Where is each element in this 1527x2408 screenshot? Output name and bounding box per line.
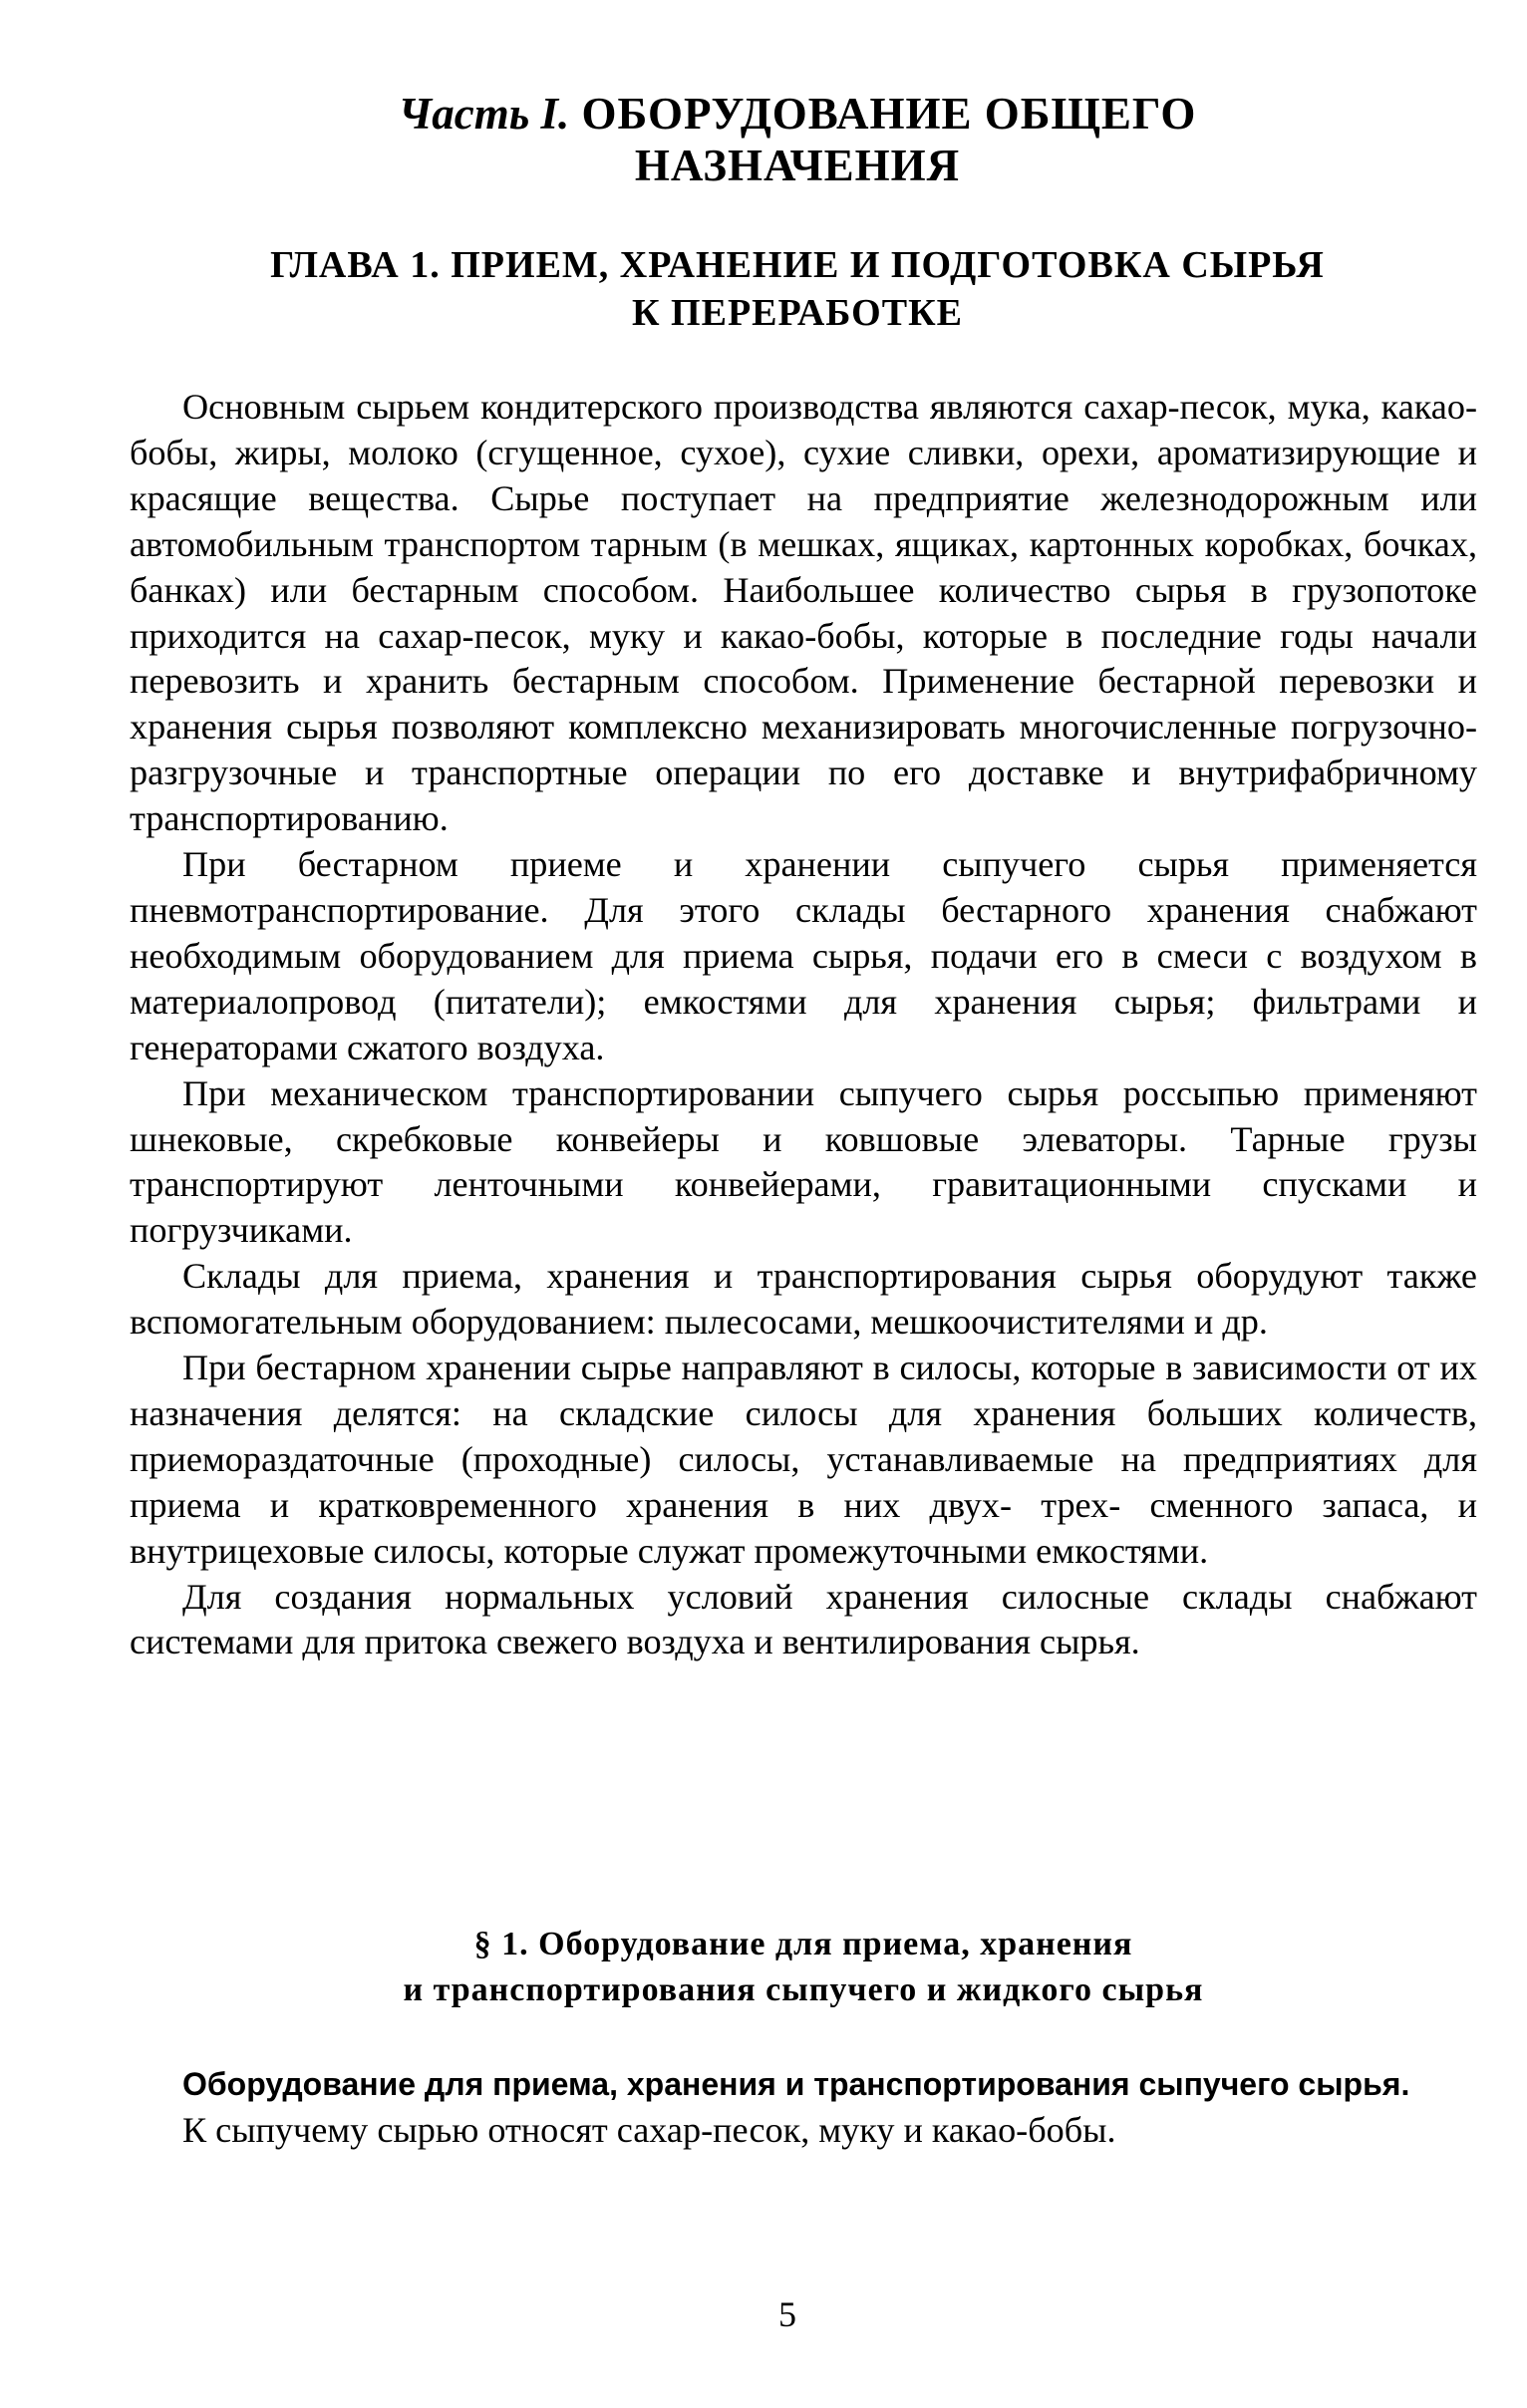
- paragraph-5: При бестарном хранении сырье направляют в силосы, которые в зависимости от их назначения делятся: на складские силосы для хранения больших количеств, приемораздаточные (проходные) силосы, устанавливаемые на предприятиях для приема и кратковременного хранения в них двух- трех- сменного запаса, и внутрицеховые силосы, которые служат промежуточными емкостями.: [130, 1348, 1477, 1571]
- chapter-body: [130, 385, 1477, 1665]
- paragraph-2: При бестарном приеме и хранении сыпучего сырья применяется пневмотранспортирование. Для этого склады бестарного хранения снабжают необходимым оборудованием для приема сырья, подачи его в смеси с воздухом в материалопровод (питатели); емкостями для хранения сырья; фильтрами и генераторами сжатого воздуха.: [130, 844, 1477, 1067]
- chapter-title-line-2: К ПЕРЕРАБОТКЕ: [632, 292, 963, 334]
- subsection-heading-paragraph: [130, 2061, 1477, 2108]
- section-title: [130, 1922, 1477, 2013]
- subsection-heading: Оборудование для приема, хранения и транспортирования сыпучего сырья.: [182, 2066, 1410, 2102]
- subsection: [130, 2061, 1477, 2154]
- page-number: 5: [778, 2294, 796, 2334]
- section-title-line-2: и транспортирования сыпучего и жидкого сырья: [403, 1971, 1204, 2008]
- paragraph-1: Основным сырьем кондитерского производства являются сахар-песок, мука, какао-бобы, жиры, молоко (сгущенное, сухое), сухие сливки, орехи, ароматизирующие и красящие вещества. Сырье поступает на предприятие железнодорожным или автомобильным транспортом тарным (в мешках, ящиках, картонных коробках, бочках, банках) или бестарным способом. Наибольшее количество сырья в грузопотоке приходится на сахар-песок, муку и какао-бобы, которые в последние годы начали перевозить и хранить бестарным способом. Применение бестарной перевозки и хранения сырья позволяют комплексно механизировать многочисленные погрузочно-разгрузочные и транспортные операции по его доставке и внутрифабричному транспортированию.: [130, 387, 1477, 839]
- part-title-line-2: НАЗНАЧЕНИЯ: [634, 141, 961, 190]
- part-title-text: ОБОРУДОВАНИЕ ОБЩЕГО: [581, 89, 1197, 139]
- section-title-line-1: § 1. Оборудование для приема, хранения: [473, 1926, 1133, 1962]
- part-title-line-1: [130, 88, 1465, 140]
- paragraph-3: При механическом транспортировании сыпучего сырья россыпью применяют шнековые, скребковые конвейеры и ковшовые элеваторы. Тарные грузы транспортируют ленточными конвейерами, гравитационными спусками и погрузчиками.: [130, 1072, 1477, 1251]
- chapter-title-line-1: ГЛАВА 1. ПРИЕМ, ХРАНЕНИЕ И ПОДГОТОВКА СЫРЬЯ: [270, 244, 1325, 286]
- part-label: Часть I.: [398, 89, 570, 139]
- paragraph-6: Для создания нормальных условий хранения силосные склады снабжают системами для притока свежего воздуха и вентилирования сырья.: [130, 1576, 1477, 1662]
- part-title: [130, 88, 1465, 191]
- subsection-text: К сыпучему сырью относят сахар-песок, муку и какао-бобы.: [182, 2109, 1116, 2150]
- paragraph-4: Склады для приема, хранения и транспортирования сырья оборудуют также вспомогательным оборудованием: пылесосами, мешкоочистителями и др.: [130, 1256, 1477, 1343]
- chapter-title: [130, 241, 1465, 337]
